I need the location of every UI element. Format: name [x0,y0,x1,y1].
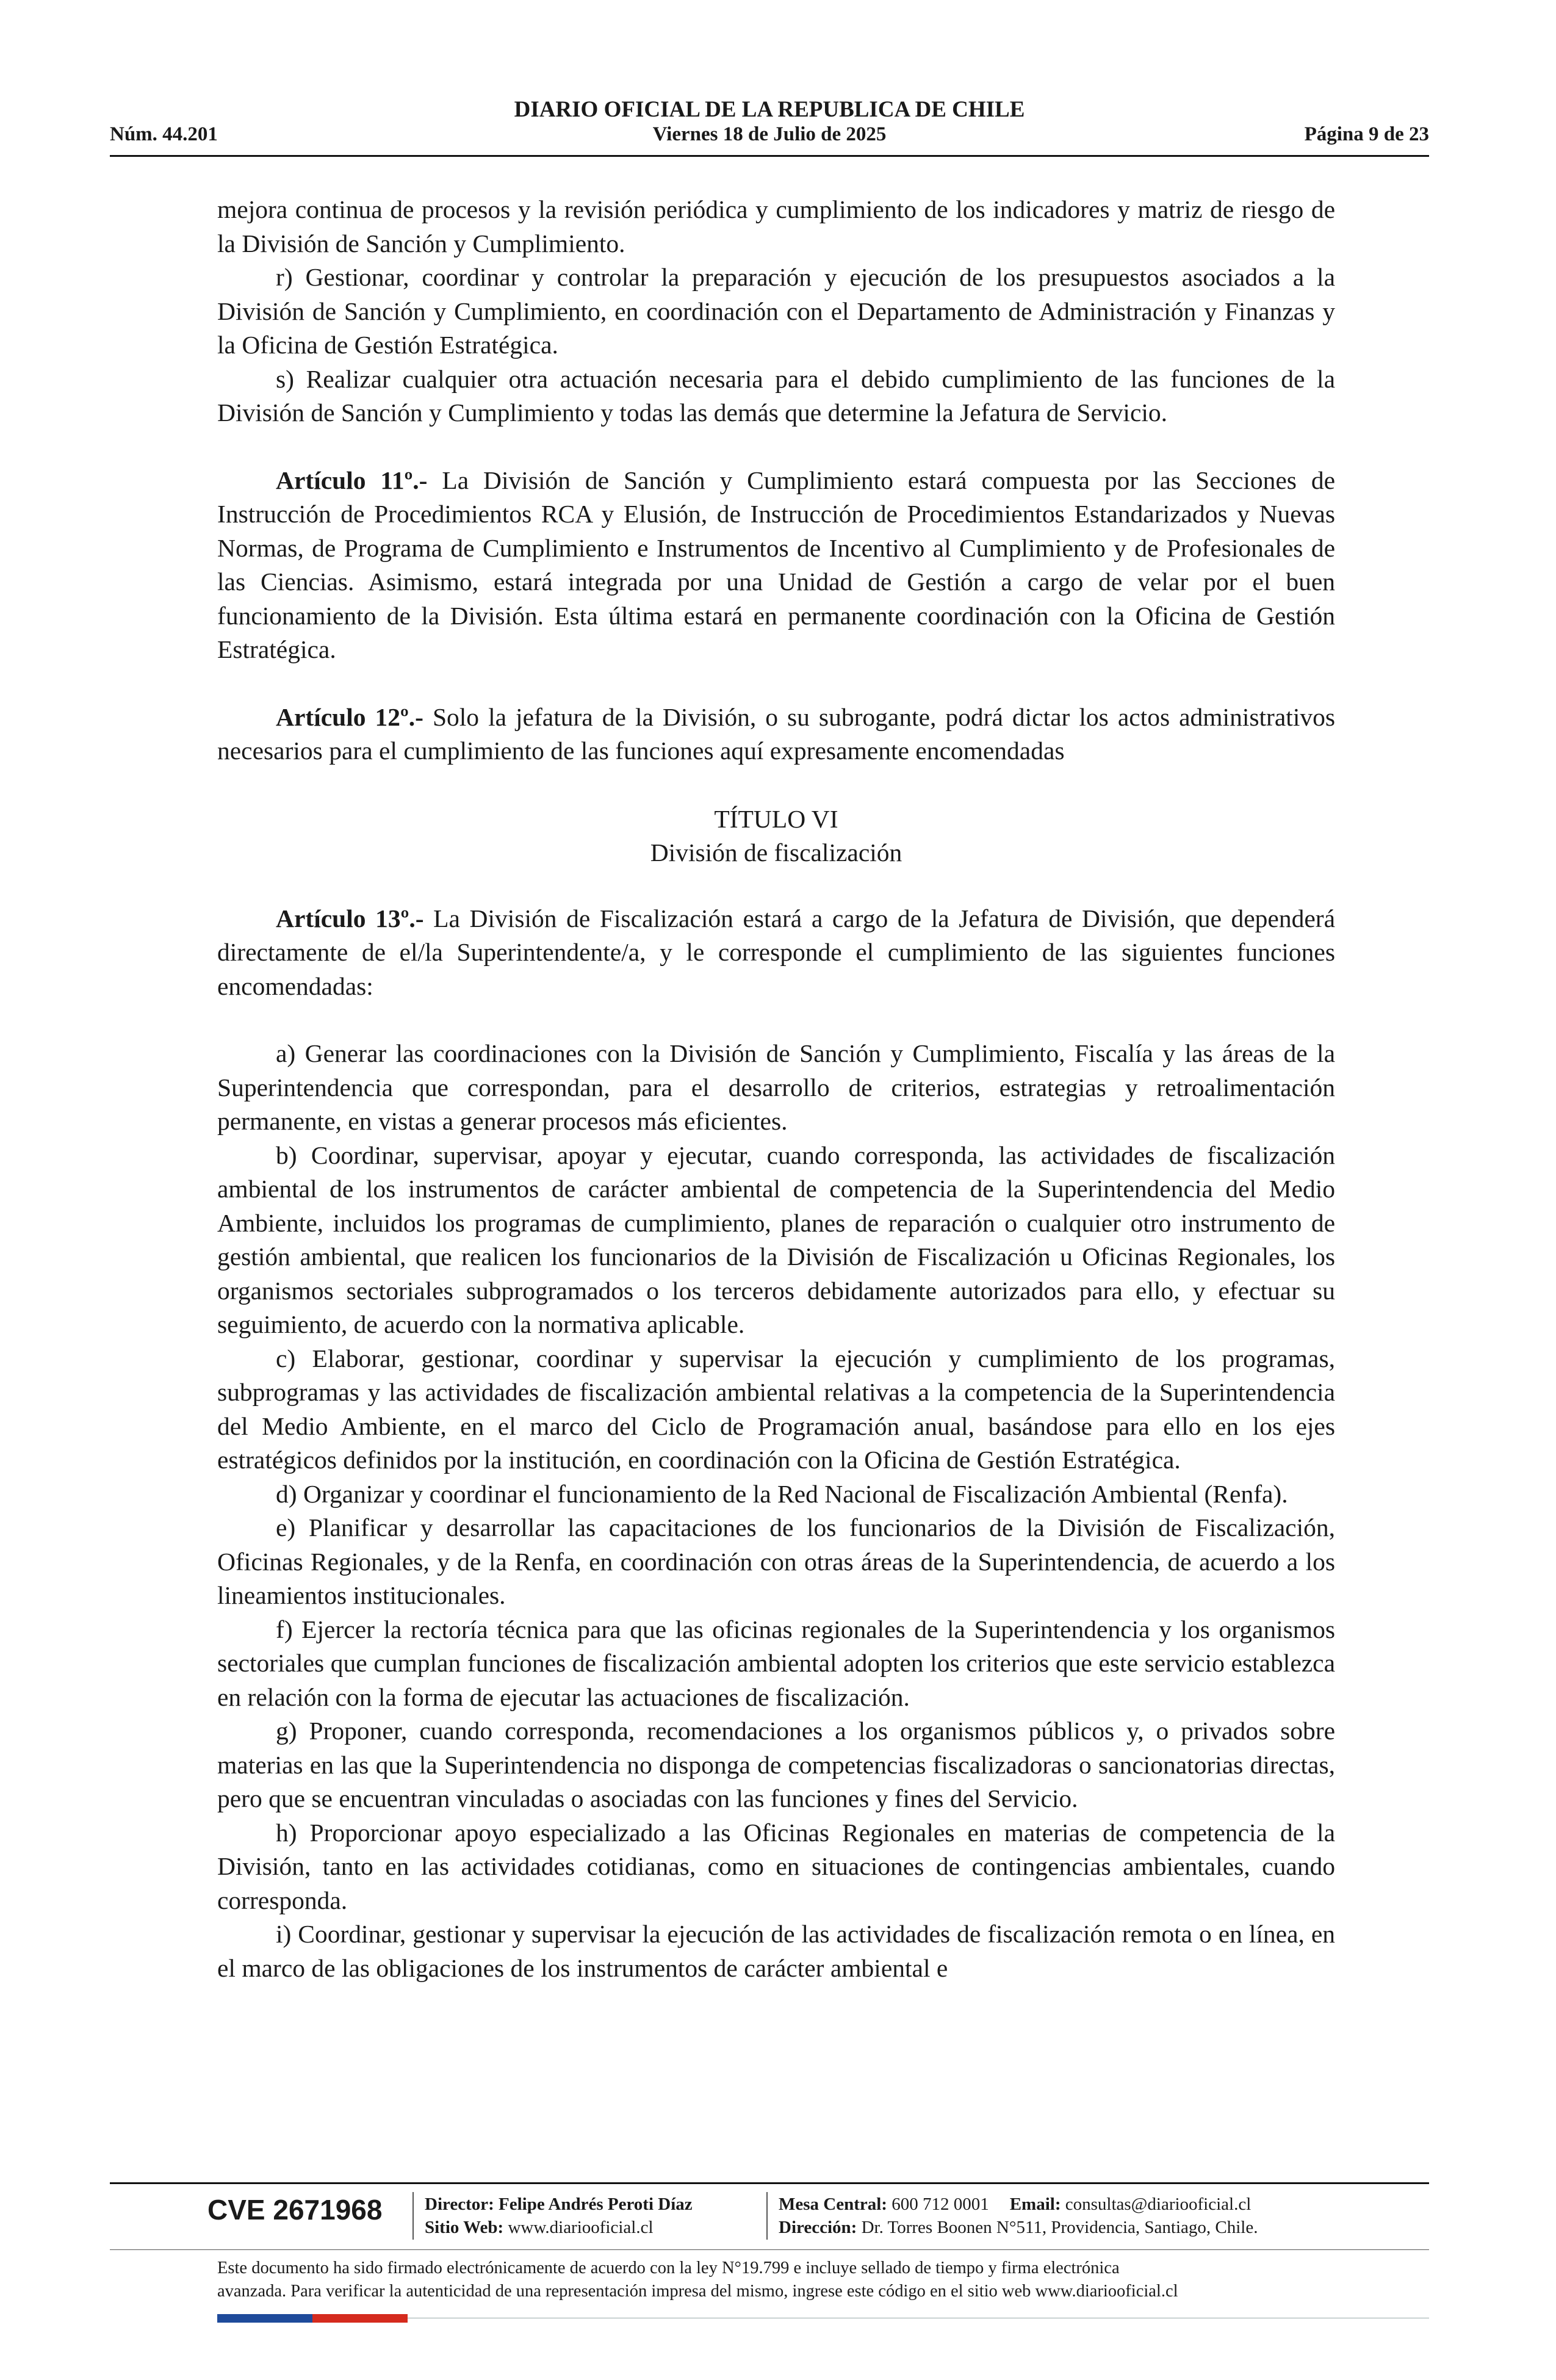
cve-code: CVE 2671968 [207,2194,383,2226]
flag-blue-stripe [217,2314,312,2323]
publication-title: DIARIO OFICIAL DE LA REPUBLICA DE CHILE [514,97,1025,122]
paragraph-item-b: b) Coordinar, supervisar, apoyar y ejecutar, cuando corresponda, las actividades de fiscalización ambiental de los instrumentos de carácter ambiental de competencia de la Superintendencia del Medio Ambiente, incluidos los programas de cumplimiento, planes de reparación o cualquier otro instrumento de gestión ambiental, que realicen los funcionarios de la División de Fiscalización u Oficinas Regionales, los organismos sectoriales subprogramados o los terceros debidamente autorizados para ello, y efectuar su seguimiento, de acuerdo con la normativa aplicable. [217,1141,1335,1338]
footer-contact-block [779,2193,1258,2239]
article-12-text: Solo la jefatura de la División, o su subrogante, podrá dictar los actos administrativos necesarios para el cumplimiento de las funciones aquí expresamente encomendadas [217,702,1335,765]
paragraph-item-i: i) Coordinar, gestionar y supervisar la ejecución de las actividades de fiscalización remota o en línea, en el marco de las obligaciones de los instrumentos de carácter ambiental e [217,1920,1335,1982]
paragraph-item-h: h) Proporcionar apoyo especializado a las Oficinas Regionales en materias de competencia de la División, tanto en las actividades cotidianas, como en situaciones de contingencias ambientales, cuando corresponda. [217,1818,1335,1914]
paragraph-item-c: c) Elaborar, gestionar, coordinar y supervisar la ejecución y cumplimiento de los programas, subprogramas y las actividades de fiscalización ambiental relativas a la competencia de la Superintendencia del Medio Ambiente, en el marco del Ciclo de Programación anual, basándose para ello en los ejes estratégicos definidos por la institución, en coordinación con la Oficina de Gestión Estratégica. [217,1344,1335,1474]
document-body [217,193,1335,1985]
flag-red-stripe [312,2314,408,2323]
paragraph-item-r: r) Gestionar, coordinar y controlar la preparación y ejecución de los presupuestos asociados a la División de Sanción y Cumplimiento, en coordinación con el Departamento de Administración y Finanzas y la Oficina de Gestión Estratégica. [217,263,1335,359]
flag-color-bar [217,2314,408,2323]
email-label: Email: [1009,2194,1061,2214]
website-label: Sitio Web: [425,2218,504,2237]
footer-divider-top [110,2182,1429,2184]
article-13 [217,902,1335,1004]
issue-date: Viernes 18 de Julio de 2025 [652,123,887,145]
article-12 [217,701,1335,768]
paragraph-item-f: f) Ejercer la rectoría técnica para que las oficinas regionales de la Superintendencia y los organismos sectoriales que cumplan funciones de fiscalización ambiental adopten los criterios que este servicio establezca en relación con la forma de ejecutar las actuaciones de fiscalización. [217,1615,1335,1711]
page-header [110,92,1429,153]
section-subtitle: División de fiscalización [650,838,902,867]
page-number: Página 9 de 23 [1304,123,1429,145]
footer-separator [766,2192,768,2240]
director-label: Director: [425,2194,494,2214]
footer-divider-middle [110,2249,1429,2250]
paragraph-continuation: mejora continua de procesos y la revisión periódica y cumplimiento de los indicadores y matriz de riesgo de la División de Sanción y Cumplimiento. [217,195,1335,258]
website-link[interactable]: www.diariooficial.cl [503,2218,654,2237]
issue-number: Núm. 44.201 [110,123,218,145]
article-11-label: Artículo 11º.- [276,466,428,494]
paragraph-item-e: e) Planificar y desarrollar las capacitaciones de los funcionarios de la División de Fiscalización, Oficinas Regionales, y de la Renfa, en coordinación con otras áreas de la Superintendencia, de acuerdo a los lineamientos institucionales. [217,1513,1335,1609]
article-13-label: Artículo 13º.- [276,904,424,932]
title-block [217,802,1335,870]
notice-line: avanzada. Para verificar la autenticidad de una representación impresa del mismo, ingrese este código en el sitio web www.diariooficial.cl [217,2282,1178,2301]
article-11-text: La División de Sanción y Cumplimiento estará compuesta por las Secciones de Instrucción de Procedimientos RCA y Elusión, de Instrucción de Procedimientos Estandarizados y Nuevas Normas, de Programa de Cumplimiento e Instrumentos de Incentivo al Cumplimiento y de Profesionales de las Ciencias. Asimismo, estará integrada por una Unidad de Gestión a cargo de velar por el buen funcionamiento de la División. Esta última estará en permanente coordinación con la Oficina de Gestión Estratégica. [217,466,1336,663]
paragraph-item-d: d) Organizar y coordinar el funcionamiento de la Red Nacional de Fiscalización Ambiental (Renfa). [276,1479,1288,1508]
footer-separator [412,2192,414,2240]
phone-label: Mesa Central: [779,2194,887,2214]
header-divider [110,155,1429,157]
address-value: Dr. Torres Boonen N°511, Providencia, Santiago, Chile. [857,2218,1258,2237]
director-name: Felipe Andrés Peroti Díaz [494,2194,693,2214]
section-title: TÍTULO VI [714,804,838,833]
notice-line: Este documento ha sido firmado electrónicamente de acuerdo con la ley N°19.799 e incluye sellado de tiempo y firma electrónica [217,2259,1120,2277]
address-label: Dirección: [779,2218,857,2237]
phone-value: 600 712 0001 [887,2194,989,2214]
footer-director-block [425,2193,693,2239]
paragraph-item-a: a) Generar las coordinaciones con la División de Sanción y Cumplimiento, Fiscalía y las áreas de la Superintendencia que correspondan, para el desarrollo de criterios, estrategias y retroalimentación permanente, en vistas a generar procesos más eficientes. [217,1039,1335,1135]
paragraph-item-s: s) Realizar cualquier otra actuación necesaria para el debido cumplimiento de las funciones de la División de Sanción y Cumplimiento y todas las demás que determine la Jefatura de Servicio. [217,364,1335,427]
electronic-signature-notice [217,2257,1335,2303]
article-13-text: La División de Fiscalización estará a cargo de la Jefatura de División, que dependerá directamente de el/la Superintendente/a, y le corresponde el cumplimiento de las siguientes funciones encomendadas: [217,904,1335,1000]
email-link[interactable]: consultas@diariooficial.cl [1061,2194,1252,2214]
paragraph-item-g: g) Proponer, cuando corresponda, recomendaciones a los organismos públicos y, o privados sobre materias en las que la Superintendencia no disponga de competencias fiscalizadoras o sancionatorias directas, pero que se encuentran vinculadas o asociadas con las funciones y fines del Servicio. [217,1717,1335,1812]
article-12-label: Artículo 12º.- [276,702,423,731]
article-11 [217,464,1335,667]
